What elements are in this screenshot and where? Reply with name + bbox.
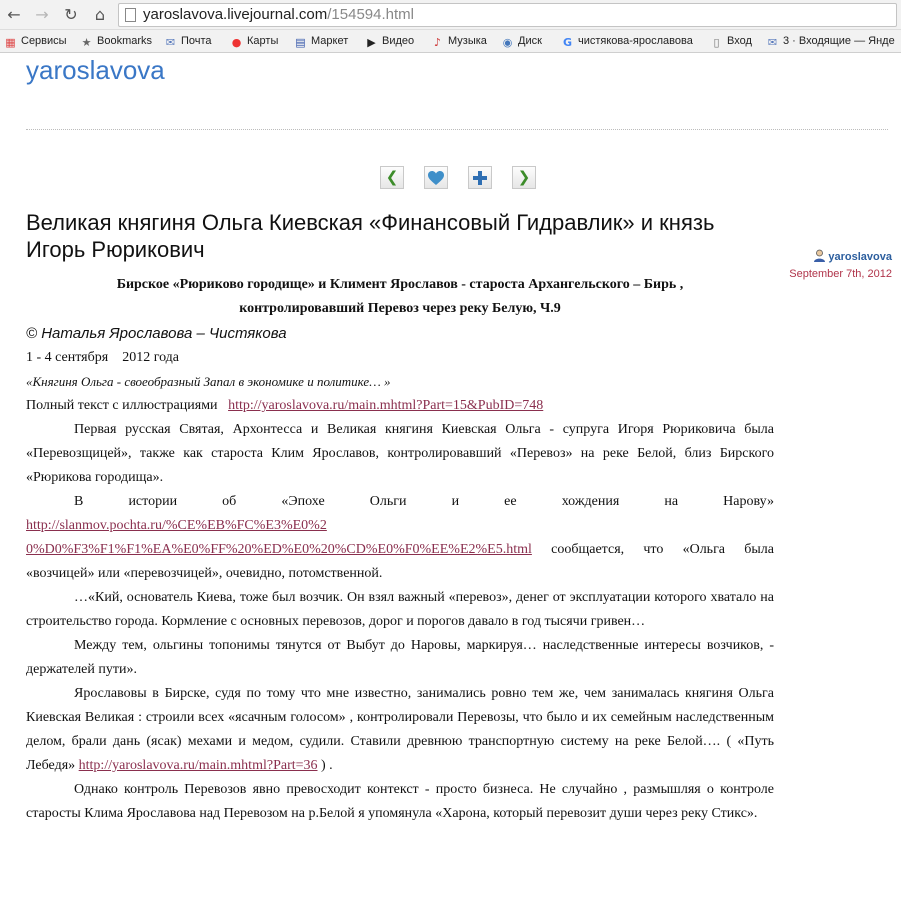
cart-icon: ▤ bbox=[295, 36, 306, 49]
paragraph-5-close: ) . bbox=[321, 758, 333, 773]
bookmark-bookmarks[interactable] bbox=[80, 33, 152, 50]
narova-link-1[interactable]: http://slanmov.pochta.ru/%CE%EB%FC%E3%E0%2 bbox=[26, 518, 327, 533]
bookmark-inbox[interactable] bbox=[766, 33, 901, 50]
url-path: /154594.html bbox=[327, 6, 414, 23]
bookmark-label: Почта bbox=[181, 35, 212, 47]
bookmark-label: чистякова-ярославова bbox=[578, 35, 693, 47]
paragraph-2-lead: В истории об «Эпохе Ольги и ее хождения на Нарову» bbox=[74, 494, 774, 509]
map-pin-icon: ● bbox=[231, 36, 242, 49]
subtitle-line-1: Бирское «Рюриково городище» и Климент Ярославов - староста Архангельского – Бирь , bbox=[116, 277, 684, 292]
apps-grid-icon: ▦ bbox=[5, 36, 16, 49]
bookmark-label: Маркет bbox=[311, 35, 349, 47]
page-icon bbox=[125, 8, 136, 22]
swan-path-link[interactable]: http://yaroslavova.ru/main.mhtml?Part=36 bbox=[78, 758, 318, 773]
arrow-right-icon: ❯ bbox=[517, 168, 531, 186]
bookmark-disk[interactable] bbox=[501, 33, 542, 50]
date-line: 1 - 4 сентября 2012 года bbox=[26, 350, 180, 365]
arrow-left-icon: ❮ bbox=[385, 168, 399, 186]
entry-body bbox=[26, 418, 774, 826]
plus-icon bbox=[472, 170, 488, 186]
fulltext-label: Полный текст с иллюстрациями bbox=[26, 398, 218, 413]
disk-icon: ◉ bbox=[502, 36, 513, 49]
quote-line: «Княгиня Ольга - своеобразный Запал в экономике и политике… » bbox=[26, 374, 391, 389]
bookmark-login[interactable] bbox=[710, 33, 752, 50]
mail-icon: ✉ bbox=[767, 36, 778, 49]
bookmark-video[interactable] bbox=[365, 33, 414, 50]
music-icon: ♪ bbox=[433, 36, 442, 49]
add-friend-button[interactable] bbox=[468, 166, 492, 189]
user-icon bbox=[813, 249, 826, 262]
bookmark-maps[interactable] bbox=[230, 33, 278, 50]
bookmark-mail[interactable] bbox=[164, 33, 212, 50]
address-bar[interactable] bbox=[118, 3, 897, 27]
heart-icon bbox=[428, 171, 444, 186]
subtitle-line-2: контролировавший Перевоз через реку Белую, Ч.9 bbox=[239, 301, 561, 316]
paragraph-5-text: Ярославовы в Бирске, судя по тому что мне известно, занимались ровно тем же, чем занималась княгиня Ольга Киевская Великая : строили всех «ясачным голосом» , контролировали Перевозы, что было и их семейным наследственным делом, брали дань (ясак) мехами и медом, судили. Ставили древнюю транспортную систему на реке Белой…. ( «Путь Лебедя» bbox=[26, 686, 774, 773]
mail-icon: ✉ bbox=[165, 36, 176, 49]
bookmark-label: 3 · Входящие — Янде bbox=[783, 35, 895, 47]
url-host: yaroslavova.livejournal.com bbox=[143, 6, 328, 23]
bookmark-label: Вход bbox=[727, 35, 752, 47]
paragraph-1: Первая русская Святая, Архонтесса и Великая княгиня Киевская Ольга - супруга Игоря Рюриковича была «Перевозщицей», также как староста Клим Ярославов, контролировавший «Перевоз» на реке Белой, близ Бирского «Рюрикова городища». bbox=[26, 422, 774, 485]
bookmark-services[interactable] bbox=[4, 33, 67, 50]
bookmark-label: Видео bbox=[382, 35, 415, 47]
bookmark-label: Сервисы bbox=[21, 35, 67, 47]
back-button[interactable]: ← bbox=[7, 5, 21, 24]
paragraph-2 bbox=[26, 514, 774, 586]
previous-entry-button[interactable] bbox=[380, 166, 404, 189]
browser-toolbar bbox=[0, 0, 901, 30]
copyright-line: © Наталья Ярославова – Чистякова bbox=[26, 325, 287, 342]
url-text[interactable] bbox=[143, 6, 414, 24]
video-icon: ▶ bbox=[367, 36, 376, 49]
entry-title: Великая княгиня Ольга Киевская «Финансовый Гидравлик» и князь Игорь Рюрикович bbox=[26, 210, 715, 262]
bookmark-label: Музыка bbox=[448, 35, 487, 47]
bookmark-label: Карты bbox=[247, 35, 279, 47]
bookmarks-bar bbox=[0, 30, 901, 53]
star-icon: ★ bbox=[81, 36, 92, 49]
google-icon: G bbox=[562, 36, 573, 49]
paragraph-3: …«Кий, основатель Киева, тоже был возчик. Он взял важный «перевоз», денег от эксплуатации которого хватало на строительство города. Кормление с основных перевозов, дорог и порогов давало в год тысячи гривен… bbox=[26, 590, 774, 629]
page-icon: ▯ bbox=[713, 36, 720, 49]
home-button[interactable]: ⌂ bbox=[94, 5, 106, 24]
site-title[interactable]: yaroslavova bbox=[26, 55, 165, 85]
bookmark-label: Bookmarks bbox=[97, 35, 153, 47]
memories-button[interactable] bbox=[424, 166, 448, 189]
paragraph-4: Между тем, ольгины топонимы тянутся от Выбут до Наровы, маркируя… наследственные интересы возчиков, - держателей пути». bbox=[26, 638, 774, 677]
entry-date[interactable]: September 7th, 2012 bbox=[789, 268, 892, 280]
author-name: yaroslavova bbox=[828, 251, 892, 263]
entry-subtitle bbox=[26, 273, 774, 321]
next-entry-button[interactable] bbox=[512, 166, 536, 189]
narova-link-2[interactable]: 0%D0%F3%F1%F1%EA%E0%FF%20%ED%E0%20%CD%E0%F0%EE%E2%E5.html bbox=[26, 542, 532, 557]
bookmark-label: Диск bbox=[518, 35, 542, 47]
reload-button[interactable]: ↻ bbox=[64, 5, 78, 24]
bookmark-market[interactable] bbox=[294, 33, 348, 50]
paragraph-5 bbox=[26, 682, 774, 778]
bookmark-music[interactable] bbox=[431, 33, 487, 50]
bookmark-google-search[interactable] bbox=[561, 33, 701, 50]
fulltext-line bbox=[26, 394, 543, 418]
entry-meta bbox=[780, 249, 892, 280]
author-link[interactable] bbox=[780, 249, 892, 264]
header-divider bbox=[26, 129, 888, 130]
fulltext-link[interactable]: http://yaroslavova.ru/main.mhtml?Part=15&PubID=748 bbox=[228, 398, 544, 413]
forward-button[interactable]: → bbox=[35, 5, 49, 24]
paragraph-2-tail: сообщается, что «Ольга была «возчицей» или «перевозчицей», очевидно, потомственной. bbox=[26, 542, 774, 581]
paragraph-6: Однако контроль Перевозов явно превосходит контекст - просто бизнеса. Не случайно , размышляя о контроле старосты Клима Ярославова над Перевозом на р.Белой я упомянула «Харона, который перевозит души через реку Стикс». bbox=[26, 782, 774, 821]
